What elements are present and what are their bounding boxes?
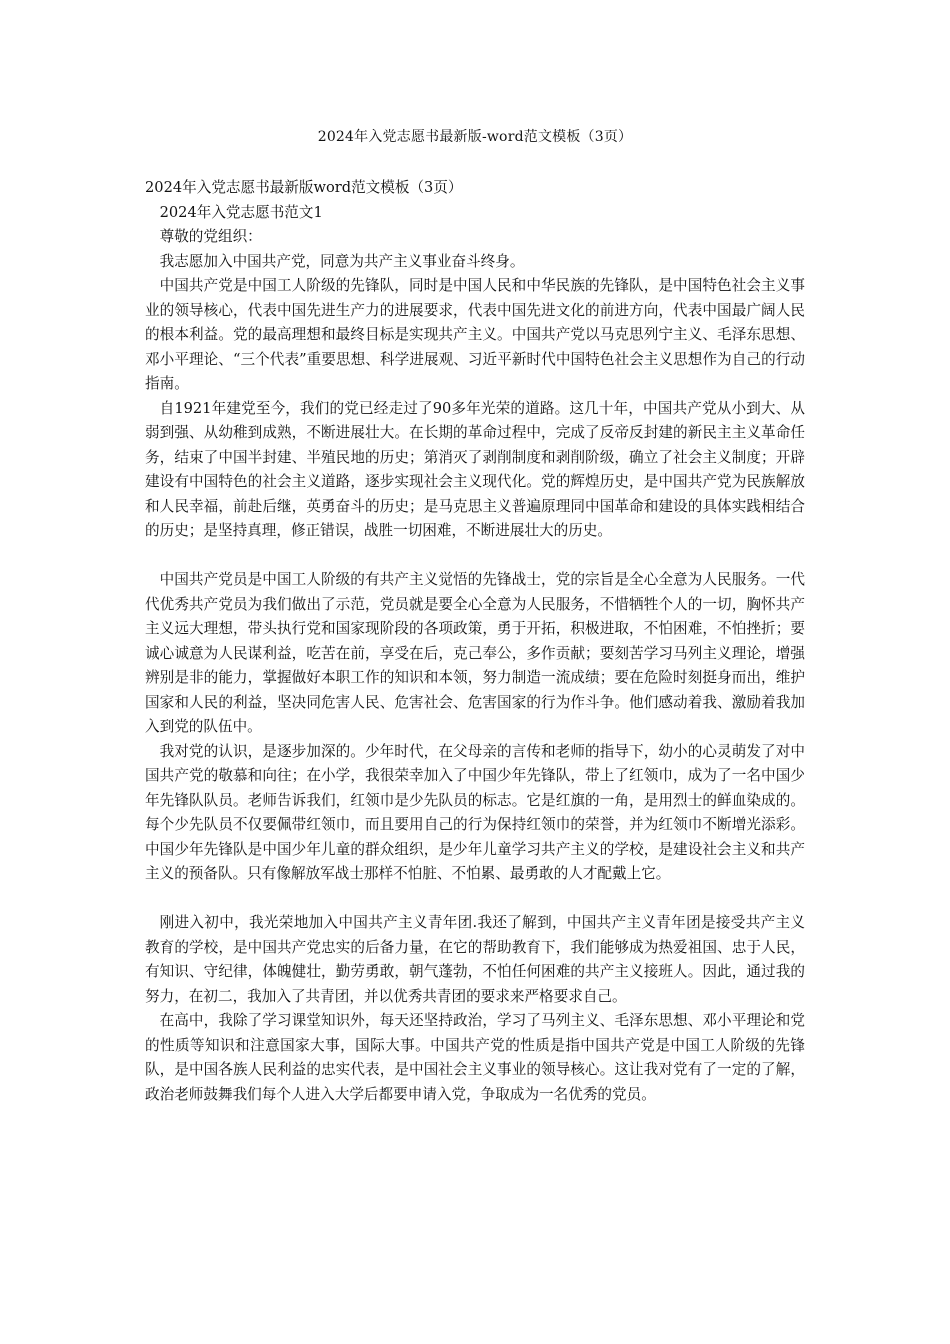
paragraph-2: 中国共产党是中国工人阶级的先锋队，同时是中国人民和中华民族的先锋队，是中国特色社会主义事业的领导核心，代表中国先进生产力的进展要求，代表中国先进文化的前进方向，代表中国最广阔人民的根本利益。党的最高理想和最终目标是实现共产主义。中国共产党以马克思列宁主义、毛泽东思想、邓小平理论、“三个代表”重要思想、科学进展观、习近平新时代中国特色社会主义思想作为自己的行动指南。 (145, 277, 805, 392)
document-subtitle: 2024年入党志愿书范文1 (159, 203, 323, 221)
paragraph-4: 中国共产党员是中国工人阶级的有共产主义觉悟的先锋战士，党的宗旨是全心全意为人民服务。一代代优秀共产党员为我们做出了示范，党员就是要全心全意为人民服务，不惜牺牲个人的一切，胸怀共产主义远大理想，带头执行党和国家现阶段的各项政策，勇于开拓，积极进取，不怕困难，不怕挫折；要诚心诚意为人民谋利益，吃苦在前，享受在后，克己奉公，多作贡献；要刻苦学习马列主义理论，增强辨别是非的能力，掌握做好本职工作的知识和本领，努力制造一流成绩；要在危险时刻挺身而出，维护国家和人民的利益，坚决同危害人民、危害社会、危害国家的行为作斗争。他们感动着我、激励着我加入到党的队伍中。 (145, 571, 805, 735)
page-header-title: 2024年入党志愿书最新版-word范文模板（3页） (317, 129, 633, 145)
document-body (145, 176, 805, 1107)
salutation: 尊敬的党组织： (159, 228, 262, 245)
paragraph-1: 我志愿加入中国共产党，同意为共产主义事业奋斗终身。 (159, 252, 525, 270)
document-title: 2024年入党志愿书最新版word范文模板（3页） (145, 179, 463, 196)
paragraph-5: 我对党的认识，是逐步加深的。少年时代，在父母亲的言传和老师的指导下，幼小的心灵萌发了对中国共产党的敬慕和向往；在小学，我很荣幸加入了中国少年先锋队，带上了红领巾，成为了一名中国少年先锋队队员。老师告诉我们，红领巾是少先队员的标志。它是红旗的一角，是用烈士的鲜血染成的。每个少先队员不仅要佩带红领巾，而且要用自己的行为保持红领巾的荣誉，并为红领巾不断增光添彩。中国少年先锋队是中国少年儿童的群众组织，是少年儿童学习共产主义的学校，是建设社会主义和共产主义的预备队。只有像解放军战士那样不怕脏、不怕累、最勇敢的人才配戴上它。 (145, 742, 805, 882)
paragraph-6: 刚进入初中，我光荣地加入中国共产主义青年团.我还了解到，中国共产主义青年团是接受共产主义教育的学校，是中国共产党忠实的后备力量，在它的帮助教育下，我们能够成为热爱祖国、忠于人民，有知识、守纪律，体魄健壮，勤劳勇敢，朝气蓬勃，不怕任何困难的共产主义接班人。因此，通过我的努力，在初二，我加入了共青团，并以优秀共青团的要求来严格要求自己。 (145, 914, 805, 1005)
paragraph-3: 自1921年建党至今，我们的党已经走过了90多年光荣的道路。这几十年，中国共产党从小到大、从弱到强、从幼稚到成熟，不断进展壮大。在长期的革命过程中，完成了反帝反封建的新民主主义革命任务，结束了中国半封建、半殖民地的历史；第消灭了剥削制度和剥削阶级，确立了社会主义制度；开辟建设有中国特色的社会主义道路，逐步实现社会主义现代化。党的辉煌历史，是中国共产党为民族解放和人民幸福，前赴后继，英勇奋斗的历史；是马克思主义普遍原理同中国革命和建设的具体实践相结合的历史；是坚持真理，修正错误，战胜一切困难，不断进展壮大的历史。 (145, 399, 805, 539)
paragraph-7: 在高中，我除了学习课堂知识外，每天还坚持政治，学习了马列主义、毛泽东思想、邓小平理论和党的性质等知识和注意国家大事，国际大事。中国共产党的性质是指中国共产党是中国工人阶级的先锋队，是中国各族人民利益的忠实代表，是中国社会主义事业的领导核心。这让我对党有了一定的了解，政治老师鼓舞我们每个人进入大学后都要申请入党，争取成为一名优秀的党员。 (145, 1012, 805, 1103)
